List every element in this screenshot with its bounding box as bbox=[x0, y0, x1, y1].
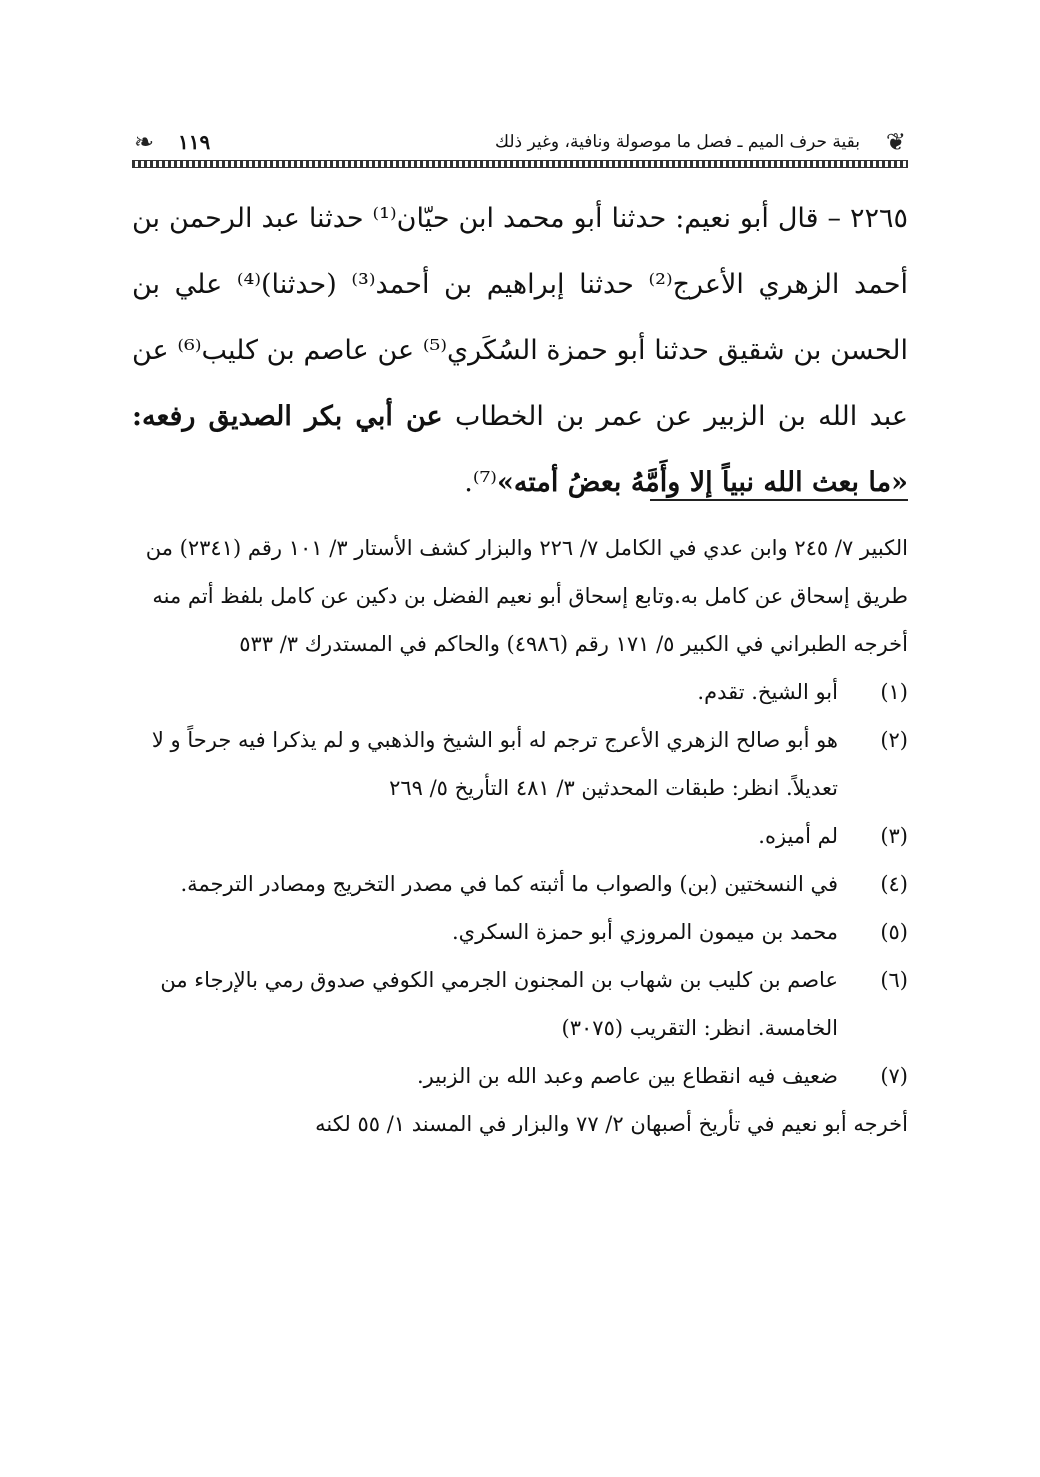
footnote bbox=[132, 668, 908, 716]
footnote-number: (٥) bbox=[880, 920, 908, 944]
header-rule bbox=[132, 160, 908, 168]
footnote-text: عاصم بن كليب بن شهاب بن المجنون الجرمي الكوفي صدوق رمي بالإرجاء من الخامسة. انظر: التقريب (٣٠٧٥) bbox=[160, 968, 838, 1040]
footnote bbox=[132, 1052, 908, 1100]
hadith-text: ٢٢٦٥ – قال أبو نعيم: حدثنا أبو محمد ابن حيّان⁽¹⁾ حدثنا عبد الرحمن بن أحمد الزهري الأعرج⁽²⁾ حدثنا إبراهيم بن أحمد⁽³⁾ (حدثنا)⁽⁴⁾ علي بن الحسن بن شقيق حدثنا أبو حمزة السُكَري⁽⁵⁾ عن عاصم بن كليب⁽⁶⁾ عن عبد الله بن الزبير عن عمر بن الخطاب bbox=[132, 203, 909, 432]
main-text bbox=[132, 186, 908, 516]
footnote-number: (٢) bbox=[880, 728, 908, 752]
footnote bbox=[132, 956, 908, 1052]
page-number: ١١٩ bbox=[178, 130, 211, 154]
header-title: بقية حرف الميم ـ فصل ما موصولة ونافية، وغير ذلك bbox=[495, 132, 860, 152]
footnote bbox=[132, 860, 908, 908]
footnote-number: (٤) bbox=[880, 872, 908, 896]
footnote bbox=[132, 908, 908, 956]
footnote-intro: الكبير ٧/ ٢٤٥ وابن عدي في الكامل ٧/ ٢٢٦ والبزار كشف الأستار ٣/ ١٠١ رقم (٢٣٤١) من طريق إسحاق عن كامل به.وتابع إسحاق أبو نعيم الفضل بن دكين عن كامل بلفظ أتم منه أخرجه الطبراني في الكبير ٥/ ١٧١ رقم (٤٩٨٦) والحاكم في المستدرك ٣/ ٥٣٣ bbox=[145, 536, 908, 656]
footnote-text: في النسختين (بن) والصواب ما أثبته كما في مصدر التخريج ومصادر الترجمة. bbox=[180, 872, 838, 896]
ornament-icon: ❧ bbox=[134, 128, 155, 156]
footnote-separator bbox=[650, 499, 908, 501]
footnote-text: لم أميزه. bbox=[758, 824, 838, 848]
footnote-text: هو أبو صالح الزهري الأعرج ترجم له أبو الشيخ والذهبي و لم يذكرا فيه جرحاً و لا تعديلاً. انظر: طبقات المحدثين ٣/ ٤٨١ التأريخ ٥/ ٢٦٩ bbox=[151, 728, 838, 800]
footnote bbox=[132, 812, 908, 860]
hadith-paragraph bbox=[132, 186, 908, 516]
hadith-end: ⁽⁷⁾. bbox=[464, 467, 497, 498]
footnote-text: ضعيف فيه انقطاع بين عاصم وعبد الله بن الزبير. bbox=[416, 1064, 838, 1088]
footnotes bbox=[132, 524, 908, 1148]
footnote-text: أبو الشيخ. تقدم. bbox=[697, 680, 838, 704]
footnote-number: (٧) bbox=[880, 1064, 908, 1088]
ornament-icon: ❦ bbox=[885, 128, 906, 156]
footnote-text: محمد بن ميمون المروزي أبو حمزة السكري. bbox=[451, 920, 838, 944]
footnote-number: (٦) bbox=[880, 968, 908, 992]
footnote-continuation: أخرجه أبو نعيم في تأريخ أصبهان ٢/ ٧٧ والبزار في المسند ١/ ٥٥ لكنه bbox=[315, 1112, 908, 1136]
footnote-number: (١) bbox=[880, 680, 908, 704]
footnote-number: (٣) bbox=[880, 824, 908, 848]
running-header bbox=[132, 128, 908, 164]
hadith-bold: عن أبي بكر الصديق رفعه: «ما بعث الله نبياً إلا وأَمَّهُ بعضُ أمته» bbox=[132, 401, 908, 498]
footnote bbox=[132, 716, 908, 812]
